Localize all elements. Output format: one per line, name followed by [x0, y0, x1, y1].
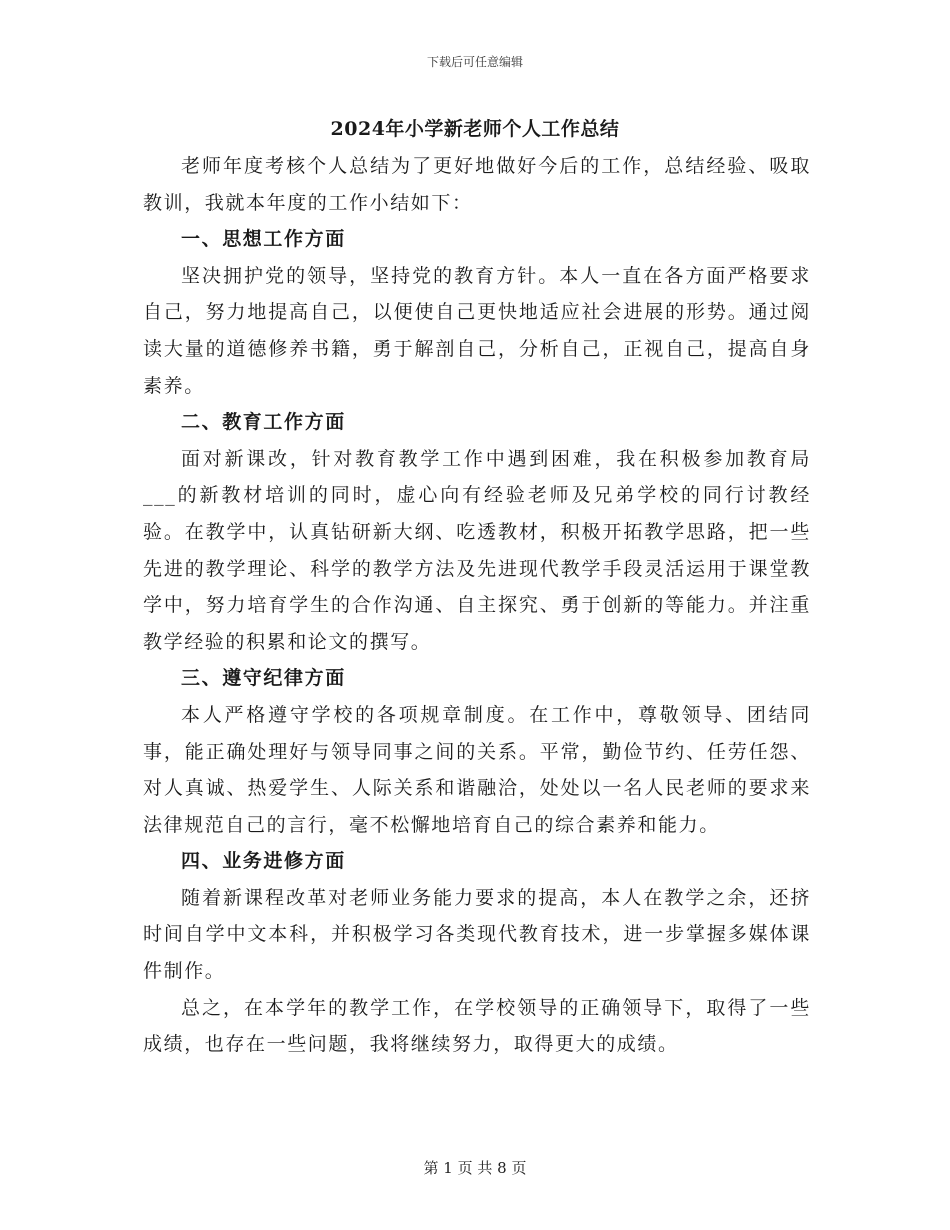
page-footer: 第 1 页 共 8 页 — [423, 1159, 527, 1177]
section-heading: 一、思想工作方面 — [181, 228, 346, 251]
section-paragraph: 坚决拥护党的领导，坚持党的教育方针。本人一直在各方面严格要求自己，努力地提高自己，以便使自己更快地适应社会进展的形势。通过阅读大量的道德修养书籍，勇于解剖自己，分析自己，正视自己，提高自身素养。 — [143, 264, 811, 397]
header-note: 下载后可任意编辑 — [426, 55, 523, 69]
section-paragraph: 随着新课程改革对老师业务能力要求的提高，本人在教学之余，还挤时间自学中文本科，并积极学习各类现代教育技术，进一步掌握多媒体课件制作。 — [143, 886, 811, 983]
intro-paragraph: 老师年度考核个人总结为了更好地做好今后的工作，总结经验、吸取教训，我就本年度的工作小结如下： — [143, 155, 811, 214]
document-body — [143, 148, 811, 1063]
conclusion-paragraph: 总之，在本学年的教学工作，在学校领导的正确领导下，取得了一些成绩，也存在一些问题，我将继续努力，取得更大的成绩。 — [143, 996, 811, 1056]
section-heading: 三、遵守纪律方面 — [181, 667, 346, 690]
section-heading: 二、教育工作方面 — [181, 411, 346, 434]
section-paragraph: 本人严格遵守学校的各项规章制度。在工作中，尊敬领导、团结同事，能正确处理好与领导同事之间的关系。平常，勤俭节约、任劳任怨、对人真诚、热爱学生、人际关系和谐融洽，处处以一名人民老师的要求来法律规范自己的言行，毫不松懈地培育自己的综合素养和能力。 — [143, 703, 811, 836]
section-paragraph: 面对新课改，针对教育教学工作中遇到困难，我在积极参加教育局___的新教材培训的同时，虚心向有经验老师及兄弟学校的同行讨教经验。在教学中，认真钻研新大纲、吃透教材，积极开拓教学思路，把一些先进的教学理论、科学的教学方法及先进现代教学手段灵活运用于课堂教学中，努力培育学生的合作沟通、自主探究、勇于创新的等能力。并注重教学经验的积累和论文的撰写。 — [143, 447, 811, 653]
section-heading: 四、业务进修方面 — [181, 850, 346, 873]
document-title: 2024年小学新老师个人工作总结 — [330, 118, 620, 140]
